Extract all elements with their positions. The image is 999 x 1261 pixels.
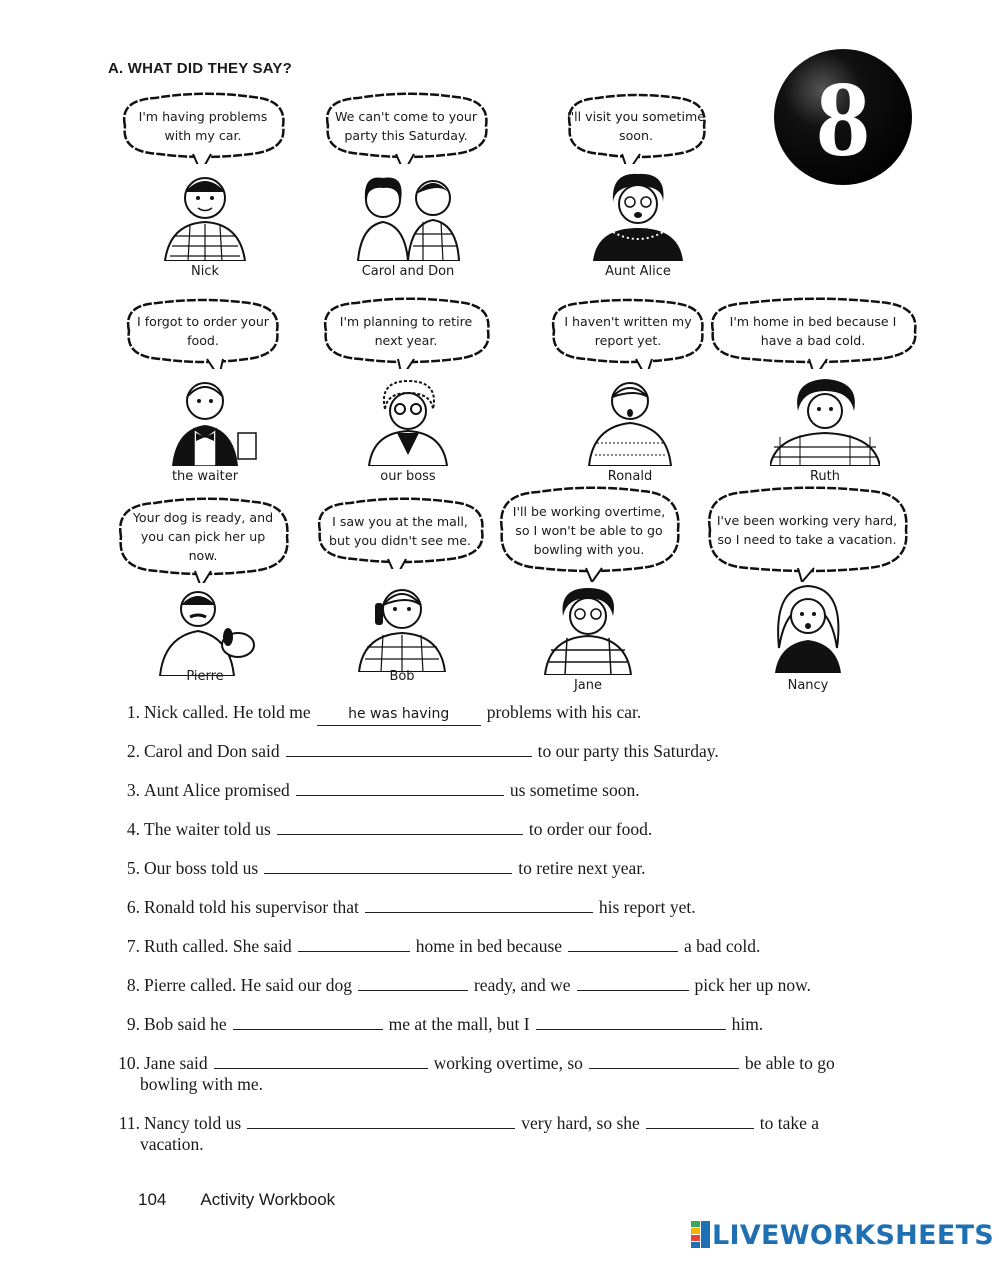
section-title: A. WHAT DID THEY SAY? (108, 60, 292, 77)
question-11-continued: vacation. (140, 1134, 204, 1154)
question-10-continued: bowling with me. (140, 1074, 263, 1094)
character-our-boss: I'm planning to retire next year. our boss (308, 293, 508, 493)
character-carol-and-don: We can't come to your party this Saturday. Carol and Don (308, 88, 508, 288)
question-6: 6. Ronald told his supervisor that his report yet. (126, 897, 696, 917)
speech-bubble: I'm having problems with my car. (115, 88, 291, 164)
question-8: 8. Pierre called. He said our dog ready, and we pick her up now. (126, 975, 811, 995)
person-illustration (583, 166, 693, 261)
character-nancy: I've been working very hard, so I need to take a vacation. Nancy (708, 482, 908, 682)
character-aunt-alice: I'll visit you sometime soon. Aunt Alice (538, 88, 738, 288)
question-9: 9. Bob said he me at the mall, but I him. (126, 1014, 764, 1034)
answer-field-8a[interactable] (358, 975, 468, 991)
character-jane: I'll be working overtime, so I won't be able to go bowling with you. Jane (488, 482, 688, 682)
speech-bubble: Your dog is ready, and you can pick her up now. (115, 493, 291, 581)
person-illustration (347, 577, 457, 672)
question-11: 11. Nancy told us very hard, so she to take a (118, 1113, 820, 1133)
logo-badge-icon (690, 1220, 712, 1250)
speech-bubble: I'll visit you sometime soon. (548, 88, 724, 164)
person-illustration (753, 578, 863, 673)
page-number: 104 (138, 1190, 167, 1209)
speech-bubble: I'm home in bed because I have a bad cold. (703, 293, 923, 369)
character-pierre: Your dog is ready, and you can pick her up now. Pierre (105, 493, 305, 693)
speech-bubble: I forgot to order your food. (115, 293, 291, 369)
answer-field-3[interactable] (296, 780, 504, 796)
answer-field-1[interactable]: he was having (317, 704, 481, 726)
page-footer (138, 1190, 335, 1210)
question-10: 10. Jane said working overtime, so be able to go (118, 1053, 835, 1073)
answer-field-11b[interactable] (646, 1113, 754, 1129)
liveworksheets-logo: LIVEWORKSHEETS (690, 1218, 994, 1252)
question-1: 1. Nick called. He told me he was having problems with his car. (104, 702, 641, 726)
unit-number: 8 (816, 60, 870, 179)
speech-bubble: I haven't written my report yet. (540, 293, 716, 369)
character-ruth: I'm home in bed because I have a bad cold. Ruth (725, 293, 925, 493)
person-illustration (575, 371, 685, 466)
question-3: 3. Aunt Alice promised us sometime soon. (126, 780, 640, 800)
book-title: Activity Workbook (200, 1190, 336, 1209)
person-illustration (150, 371, 260, 466)
answer-field-9b[interactable] (536, 1014, 726, 1030)
person-illustration (150, 166, 260, 261)
unit-number-badge (772, 47, 914, 187)
character-ronald: I haven't written my report yet. Ronald (530, 293, 730, 493)
answer-field-7b[interactable] (568, 936, 678, 952)
speech-bubble: I've been working very hard, so I need to take a vacation. (702, 482, 912, 578)
person-illustration (353, 166, 463, 261)
answer-field-11a[interactable] (247, 1113, 515, 1129)
person-illustration (353, 371, 463, 466)
answer-field-10b[interactable] (589, 1053, 739, 1069)
answer-field-8b[interactable] (577, 975, 689, 991)
person-illustration (150, 581, 260, 676)
speech-bubble: I saw you at the mall, but you didn't see me. (312, 493, 488, 569)
person-illustration (770, 371, 880, 466)
speech-bubble: I'll be working overtime, so I won't be able to go bowling with you. (494, 482, 684, 580)
character-the-waiter: I forgot to order your food. the waiter (105, 293, 305, 493)
question-2: 2. Carol and Don said to our party this Saturday. (126, 741, 719, 761)
character-nick: I'm having problems with my car. Nick (105, 88, 305, 288)
answer-field-7a[interactable] (298, 936, 410, 952)
question-5: 5. Our boss told us to retire next year. (126, 858, 646, 878)
answer-field-9a[interactable] (233, 1014, 383, 1030)
question-4: 4. The waiter told us to order our food. (126, 819, 653, 839)
answer-field-4[interactable] (277, 819, 523, 835)
person-illustration (533, 580, 643, 675)
question-7: 7. Ruth called. She said home in bed because a bad cold. (126, 936, 761, 956)
character-bob: I saw you at the mall, but you didn't see me. Bob (302, 493, 502, 693)
answer-field-2[interactable] (286, 741, 532, 757)
answer-field-5[interactable] (264, 858, 512, 874)
answer-field-10a[interactable] (214, 1053, 428, 1069)
speech-bubble: I'm planning to retire next year. (318, 293, 494, 369)
speech-bubble: We can't come to your party this Saturday. (318, 88, 494, 164)
answer-field-6[interactable] (365, 897, 593, 913)
